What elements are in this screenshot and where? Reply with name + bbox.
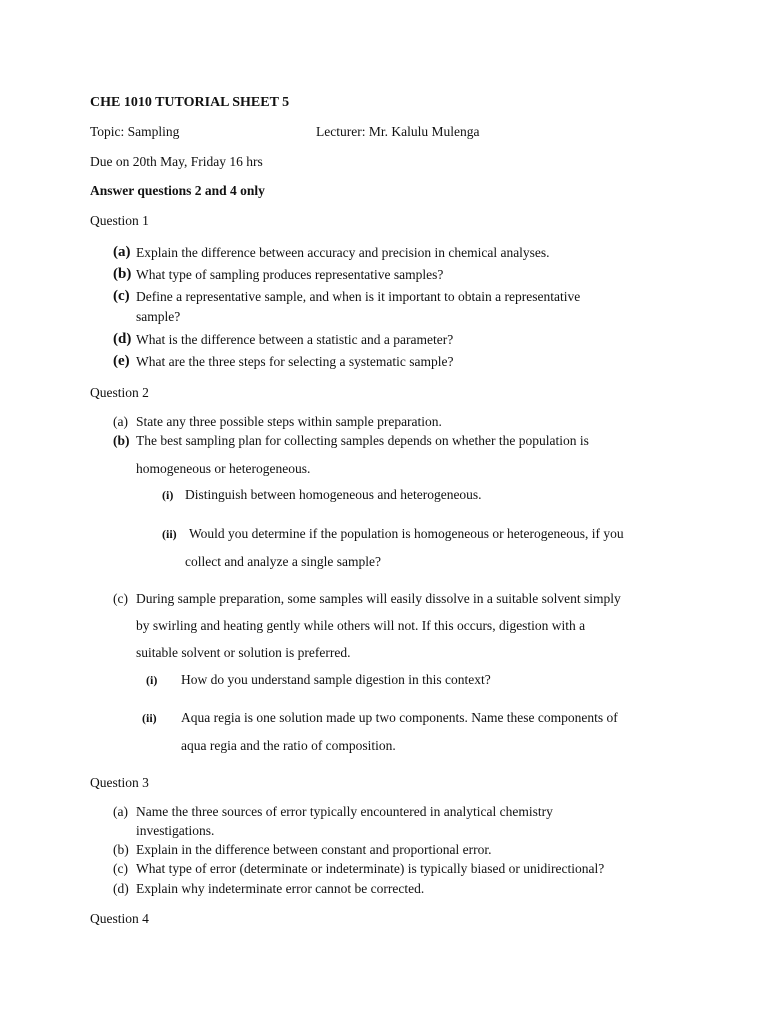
q3-c-label: (c) <box>113 861 128 876</box>
q2-c-i-label: (i) <box>146 673 158 687</box>
q2-b-text-cont: homogeneous or heterogeneous. <box>136 461 311 476</box>
q2-b-label: (b) <box>113 433 130 448</box>
q1-b-label: (b) <box>113 266 132 282</box>
q2-b-i-text: Distinguish between homogeneous and heterogeneous. <box>185 487 482 502</box>
q1-a-label: (a) <box>113 244 131 260</box>
q2-c-ii-text-cont: aqua regia and the ratio of composition. <box>181 738 396 753</box>
question-2-heading: Question 2 <box>90 385 149 400</box>
q3-d-text: Explain why indeterminate error cannot be corrected. <box>136 881 425 896</box>
q3-b-text: Explain in the difference between constant and proportional error. <box>136 842 492 857</box>
q3-a-label: (a) <box>113 804 128 819</box>
q1-a-text: Explain the difference between accuracy and precision in chemical analyses. <box>136 245 550 260</box>
question-4-heading: Question 4 <box>90 911 149 926</box>
q2-c-ii-text: Aqua regia is one solution made up two components. Name these components of <box>181 710 618 725</box>
topic-line: Topic: Sampling <box>90 124 180 139</box>
lecturer-line: Lecturer: Mr. Kalulu Mulenga <box>316 124 480 139</box>
question-1-heading: Question 1 <box>90 213 149 228</box>
q1-c-text: Define a representative sample, and when is it important to obtain a representative <box>136 289 581 304</box>
question-3-heading: Question 3 <box>90 775 149 790</box>
q1-e-text: What are the three steps for selecting a systematic sample? <box>136 354 454 369</box>
q1-c-text-cont: sample? <box>136 309 181 324</box>
q3-a-text: Name the three sources of error typically encountered in analytical chemistry <box>136 804 553 819</box>
q2-c-i-text: How do you understand sample digestion in this context? <box>181 672 491 687</box>
q1-d-text: What is the difference between a statistic and a parameter? <box>136 332 454 347</box>
q2-c-text-cont2: suitable solvent or solution is preferred. <box>136 645 351 660</box>
q2-b-text: The best sampling plan for collecting samples depends on whether the population is <box>136 433 589 448</box>
q2-c-text-cont1: by swirling and heating gently while others will not. If this occurs, digestion with a <box>136 618 586 633</box>
q3-d-label: (d) <box>113 881 129 896</box>
q2-c-text: During sample preparation, some samples will easily dissolve in a suitable solvent simply <box>136 591 621 606</box>
q3-c-text: What type of error (determinate or indeterminate) is typically biased or unidirectional? <box>136 861 605 876</box>
q3-b-label: (b) <box>113 842 129 857</box>
q2-a-label: (a) <box>113 414 128 429</box>
q2-b-ii-label: (ii) <box>162 527 177 541</box>
q3-a-text-cont: investigations. <box>136 823 215 838</box>
q2-b-i-label: (i) <box>162 488 174 502</box>
due-line: Due on 20th May, Friday 16 hrs <box>90 154 263 169</box>
q2-b-ii-text: Would you determine if the population is homogeneous or heterogeneous, if you <box>189 526 624 541</box>
q2-c-label: (c) <box>113 591 128 606</box>
instruction-line: Answer questions 2 and 4 only <box>90 183 265 198</box>
q1-e-label: (e) <box>113 353 130 369</box>
q1-b-text: What type of sampling produces representative samples? <box>136 267 444 282</box>
q1-d-label: (d) <box>113 331 132 347</box>
q2-c-ii-label: (ii) <box>142 711 157 725</box>
q1-c-label: (c) <box>113 288 130 304</box>
q2-b-ii-text-cont: collect and analyze a single sample? <box>185 554 382 569</box>
page-title: CHE 1010 TUTORIAL SHEET 5 <box>90 95 290 110</box>
q2-a-text: State any three possible steps within sample preparation. <box>136 414 442 429</box>
